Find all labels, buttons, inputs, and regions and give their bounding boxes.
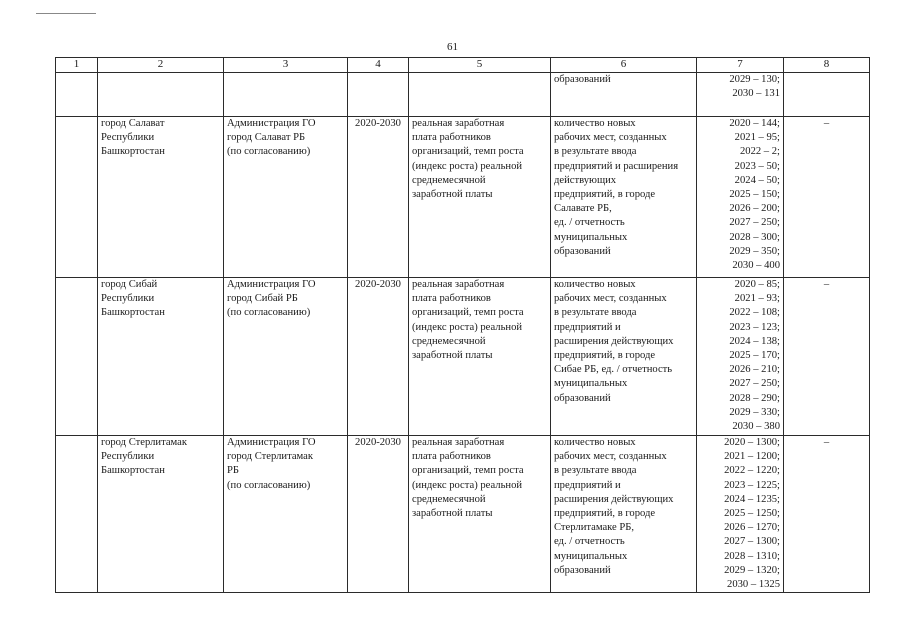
indicator-cell	[551, 117, 697, 278]
value-line: 2025 – 150;	[729, 189, 780, 201]
executor-line: Администрация ГО	[227, 279, 316, 290]
indicator-line: количество новых	[554, 437, 636, 448]
target-cell	[409, 278, 551, 436]
executor-line: город Салават РБ	[227, 132, 306, 144]
target-line: среднемесячной	[412, 493, 486, 505]
executor-line: (по согласованию)	[227, 307, 311, 319]
value-line: 2026 – 1270;	[724, 522, 780, 534]
indicator-cell	[551, 278, 697, 436]
executor-cell	[224, 436, 348, 593]
table-row	[56, 436, 870, 593]
value-line: 2030 – 400	[732, 260, 780, 272]
municipality-cell	[98, 117, 224, 278]
executor-line: (по согласованию)	[227, 479, 311, 491]
continuation-cell-2	[98, 73, 224, 117]
note-cell: –	[784, 436, 870, 593]
executor-line: Администрация ГО	[227, 437, 316, 448]
value-line: 2029 – 1320;	[724, 564, 780, 576]
target-line: плата работников	[412, 293, 491, 305]
value-line: 2021 – 1200;	[724, 451, 780, 463]
value-line: 2028 – 300;	[729, 231, 780, 243]
note-cell: –	[784, 278, 870, 436]
continuation-indicator-cell	[551, 73, 697, 117]
indicator-line: предприятий, в городе	[554, 189, 656, 201]
target-line: (индекс роста) реальной	[412, 321, 523, 333]
municipality-line: Башкортостан	[101, 307, 165, 319]
header-cell-7: 7	[697, 58, 784, 73]
value-line: 2026 – 210;	[729, 364, 780, 376]
municipality-line: Республики	[101, 293, 155, 305]
indicator-line: предприятий и	[554, 321, 621, 333]
value-line: 2022 – 1220;	[724, 465, 780, 477]
indicator-line: предприятий и расширения	[554, 160, 679, 172]
target-line: реальная заработная	[412, 118, 505, 129]
value-line: 2030 – 380	[732, 421, 780, 433]
indicator-line: рабочих мест, созданных	[554, 451, 667, 463]
number-cell	[56, 278, 98, 436]
indicator-line: количество новых	[554, 279, 636, 290]
header-cell-6: 6	[551, 58, 697, 73]
executor-line: город Стерлитамак	[227, 451, 314, 463]
continuation-cell-5	[409, 73, 551, 117]
indicator-line: муниципальных	[554, 378, 628, 390]
header-cell-1: 1	[56, 58, 98, 73]
value-line: 2030 – 1325	[727, 579, 780, 591]
indicator-line: Стерлитамаке РБ,	[554, 522, 635, 534]
values-cell	[697, 436, 784, 593]
period-cell: 2020-2030	[348, 278, 409, 436]
executor-line: (по согласованию)	[227, 146, 311, 158]
page-number: 61	[447, 41, 458, 53]
header-cell-8: 8	[784, 58, 870, 73]
indicator-line: ед. / отчетность	[554, 536, 625, 548]
executor-cell	[224, 278, 348, 436]
value-line: 2028 – 290;	[729, 392, 780, 404]
municipality-line: город Сибай	[101, 279, 158, 290]
note-cell: –	[784, 117, 870, 278]
table-row	[56, 278, 870, 436]
indicator-line: образований	[554, 564, 611, 576]
continuation-cell-8	[784, 73, 870, 117]
period-cell: 2020-2030	[348, 117, 409, 278]
continuation-cell-1	[56, 73, 98, 117]
executor-cell	[224, 117, 348, 278]
target-line: организаций, темп роста	[412, 307, 524, 319]
value-line: 2024 – 138;	[729, 335, 780, 347]
value-line: 2025 – 1250;	[724, 508, 780, 520]
number-cell	[56, 436, 98, 593]
continuation-indicator-line: образований	[554, 74, 611, 85]
indicator-line: в результате ввода	[554, 465, 637, 477]
value-line: 2027 – 250;	[729, 217, 780, 229]
number-cell	[56, 117, 98, 278]
indicator-line: образований	[554, 245, 611, 257]
indicator-line: расширения действующих	[554, 335, 674, 347]
value-line: 2029 – 330;	[729, 406, 780, 418]
top-rule	[36, 13, 96, 14]
continuation-cell-3	[224, 73, 348, 117]
indicator-line: действующих	[554, 174, 617, 186]
continuation-cell-4	[348, 73, 409, 117]
target-line: реальная заработная	[412, 279, 505, 290]
value-line: 2025 – 170;	[729, 350, 780, 362]
indicator-line: Сибае РБ, ед. / отчетность	[554, 364, 673, 376]
continuation-values-cell	[697, 73, 784, 117]
target-line: реальная заработная	[412, 437, 505, 448]
indicator-line: расширения действующих	[554, 493, 674, 505]
continuation-value-line: 2029 – 130;	[729, 74, 780, 85]
indicator-line: Салавате РБ,	[554, 203, 612, 215]
continuation-row	[56, 73, 870, 117]
executor-line: Администрация ГО	[227, 118, 316, 129]
executor-line: город Сибай РБ	[227, 293, 298, 305]
value-line: 2023 – 123;	[729, 321, 780, 333]
header-cell-2: 2	[98, 58, 224, 73]
value-line: 2020 – 1300;	[724, 437, 780, 448]
target-line: заработной платы	[412, 350, 493, 362]
target-cell	[409, 117, 551, 278]
indicator-cell	[551, 436, 697, 593]
indicator-line: предприятий, в городе	[554, 508, 656, 520]
indicator-line: предприятий, в городе	[554, 350, 656, 362]
value-line: 2028 – 1310;	[724, 550, 780, 562]
value-line: 2020 – 85;	[734, 279, 780, 290]
target-line: (индекс роста) реальной	[412, 160, 523, 172]
indicator-line: в результате ввода	[554, 307, 637, 319]
indicator-line: предприятий и	[554, 479, 621, 491]
municipality-cell	[98, 436, 224, 593]
value-line: 2022 – 108;	[729, 307, 780, 319]
value-line: 2026 – 200;	[729, 203, 780, 215]
indicator-line: рабочих мест, созданных	[554, 132, 667, 144]
value-line: 2024 – 50;	[734, 174, 780, 186]
header-cell-5: 5	[409, 58, 551, 73]
target-line: среднемесячной	[412, 335, 486, 347]
value-line: 2023 – 1225;	[724, 479, 780, 491]
header-cell-3: 3	[224, 58, 348, 73]
target-line: организаций, темп роста	[412, 146, 524, 158]
municipality-line: Башкортостан	[101, 465, 165, 477]
municipality-cell	[98, 278, 224, 436]
value-line: 2024 – 1235;	[724, 493, 780, 505]
header-row	[56, 58, 870, 73]
program-table	[55, 57, 870, 593]
indicator-line: количество новых	[554, 118, 636, 129]
target-line: организаций, темп роста	[412, 465, 524, 477]
indicator-line: муниципальных	[554, 550, 628, 562]
value-line: 2021 – 95;	[734, 132, 780, 144]
target-line: среднемесячной	[412, 174, 486, 186]
target-cell	[409, 436, 551, 593]
header-cell-4: 4	[348, 58, 409, 73]
period-cell: 2020-2030	[348, 436, 409, 593]
value-line: 2020 – 144;	[729, 118, 780, 129]
table-row	[56, 117, 870, 278]
target-line: плата работников	[412, 451, 491, 463]
municipality-line: город Стерлитамак	[101, 437, 188, 448]
municipality-line: Башкортостан	[101, 146, 165, 158]
indicator-line: образований	[554, 392, 611, 404]
value-line: 2027 – 1300;	[724, 536, 780, 548]
municipality-line: город Салават	[101, 118, 165, 129]
target-line: (индекс роста) реальной	[412, 479, 523, 491]
value-line: 2023 – 50;	[734, 160, 780, 172]
value-line: 2021 – 93;	[734, 293, 780, 305]
target-line: плата работников	[412, 132, 491, 144]
municipality-line: Республики	[101, 132, 155, 144]
indicator-line: муниципальных	[554, 231, 628, 243]
indicator-line: ед. / отчетность	[554, 217, 625, 229]
municipality-line: Республики	[101, 451, 155, 463]
indicator-line: в результате ввода	[554, 146, 637, 158]
value-line: 2029 – 350;	[729, 245, 780, 257]
value-line: 2022 – 2;	[739, 146, 780, 158]
indicator-line: рабочих мест, созданных	[554, 293, 667, 305]
continuation-value-line: 2030 – 131	[732, 88, 780, 100]
values-cell	[697, 117, 784, 278]
values-cell	[697, 278, 784, 436]
executor-line: РБ	[227, 465, 239, 477]
target-line: заработной платы	[412, 508, 493, 520]
target-line: заработной платы	[412, 189, 493, 201]
value-line: 2027 – 250;	[729, 378, 780, 390]
